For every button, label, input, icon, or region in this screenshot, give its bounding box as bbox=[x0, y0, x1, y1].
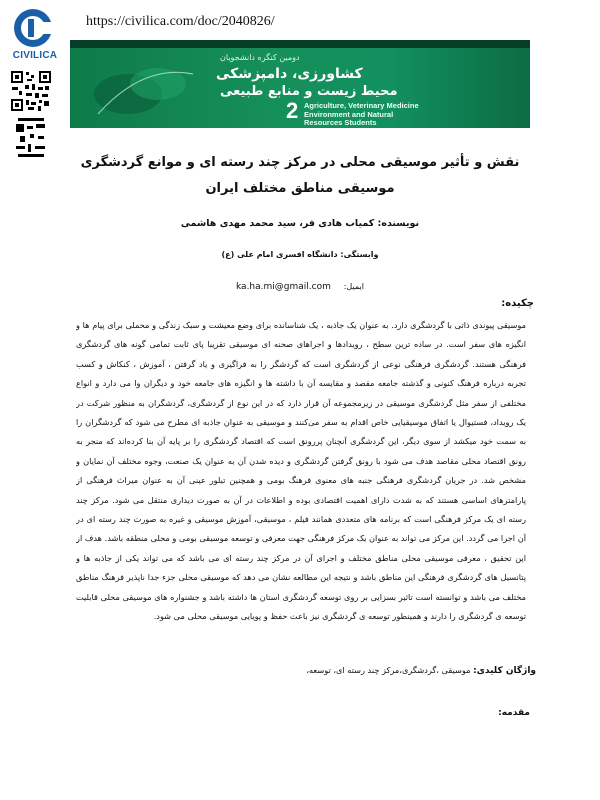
document-url[interactable]: https://civilica.com/doc/2040826/ bbox=[86, 14, 275, 29]
civilica-logo[interactable] bbox=[4, 6, 62, 68]
qr-code-icon bbox=[10, 70, 52, 160]
banner-fa-line1: دومین کنگره دانشجویان bbox=[220, 53, 300, 62]
abstract-text: موسیقی پیوندی ذاتی با گردشگری دارد. به عنوان یک جاذبه ، یک شناسانده برای وضع معیشت و سبک زندگی و محملی برای پیام ها و انگیزه های سفر است. در ساده ترین سطح ، رویدادها و اجراهای صحنه ای موسیقی تقریبا پای ثابت تمامی گونه های گردشگری فرهنگی هستند. گردشگری فرهنگی نوعی از گردشگری است که گردشگر را به فراگیری و یاد گرفتن ، آموزش ، کنکاش و کسب تجربه درباره فرهنگ کنونی و گذشته جامعه مقصد و مقایسه آن با داشته ها و انگیزه های جامعه خود و دیگران وا می دارد و انواع مختلفی از سفر مثل گردشگری موسیقی در زیرمجموعه آن قرار دارد که در این نوع از گردشگری، گردشگران به منظور شرکت در یک رویداد، فستیوال یا اتفاق موسیقیایی خاص اقدام به سفر می‌کنند و موسیقی به عنوان جاذبه ای مطرح می شود که گردشگران را به سمت خود میکشد از سوی دیگر، این گردشگری آنچنان پررونق است که اقتصاد گردشگری را بر پایه آن بنا کرده‌اند که منجر به رونق اقتصاد محلی مقاصد هدف می شود با رونق گرفتن گردشگری و دیده شدن آن به عنوان یک صنعت، وجوه مختلف آن نمایان و مشخص شد. در جریان گردشگری فرهنگی جنبه های معنوی فرهنگ بومی و همچنین تبلور عینی آن به عنوان میراث فرهنگی از پارامترهای اساسی هستند که به شدت دارای اهمیت اقتصادی بوده و اطلاعات در آن به صورت دیداری منتقل می شود. مرکز چند رسته ای یک مرکز فرهنگی است که برنامه های متعددی همانند فیلم ، موسیقی، آموزش موسیقی و غیره به صورت چند رسته ای در آن اجرا می گردد. این مرکز می تواند به عنوان یک مرکز فرهنگی جهت معرفی و توسعه موسیقی بومی و محلی منطقه باشد. هدف از این تحقیق ، معرفی موسیقی محلی مناطق مختلف و اجرای آن در مرکز چند رسته ای می باشد که می تواند یکی از جاذبه ها و پتانسیل های گردشگری فرهنگی این مناطق باشد و نتیجه این مطالعه نشان می دهد که موسیقی محلی جزء جدا ناپذیر فرهنگ مناطق مختلف می باشد و توانسته است تاثیر بسزایی بر روی توسعه گردشگری استان ها داشته باشد و جشنواره های موسیقی محلی قابلیت توسعه ی گردشگری را دارند و همینطور توسعه ی گردشگری نیز باعث حفظ و پویایی موسیقی محلی می شود. bbox=[76, 320, 526, 622]
email-label: ایمیل: bbox=[343, 282, 364, 291]
leaf-emblem-icon bbox=[88, 54, 198, 124]
introduction-heading: مقدمه: bbox=[498, 708, 530, 718]
paper-title: نقش و تأثیر موسیقی محلی در مرکز چند رسته ای و موانع گردشگری موسیقی مناطق مختلف ایران bbox=[80, 155, 520, 196]
banner-fa-line3: محیط زیست و منابع طبیعی bbox=[220, 84, 398, 99]
logo-text: CIVILICA bbox=[12, 50, 58, 61]
paper-affiliation: وابستگی: دانشگاه افسری امام علی (ع) bbox=[221, 250, 379, 259]
conference-banner bbox=[70, 40, 530, 128]
banner-en-line3: Resources Students bbox=[304, 118, 377, 127]
banner-fa-line2: کشاورزی، دامپزشکی bbox=[216, 66, 363, 82]
author-email[interactable]: ka.ha.mi@gmail.com bbox=[236, 282, 331, 292]
keywords-text: موسیقی ،گردشگری،مرکز چند رسته ای، توسعه، bbox=[306, 665, 471, 675]
paper-authors: نویسنده: کمیاب هادی فر، سید محمد مهدی هاشمی bbox=[180, 218, 420, 229]
abstract-heading: چکیده: bbox=[501, 298, 534, 309]
keywords-label: واژگان کلیدی: bbox=[473, 666, 536, 676]
banner-stripe bbox=[70, 40, 530, 48]
banner-number: 2 bbox=[286, 98, 299, 123]
banner-en-line1: Agriculture, Veterinary Medicine bbox=[304, 101, 419, 110]
email-row bbox=[60, 282, 540, 292]
banner-en-text bbox=[304, 102, 419, 128]
banner-en-line2: Environment and Natural bbox=[304, 109, 394, 119]
keywords-line bbox=[66, 665, 536, 676]
civilica-logo-icon bbox=[4, 6, 62, 52]
